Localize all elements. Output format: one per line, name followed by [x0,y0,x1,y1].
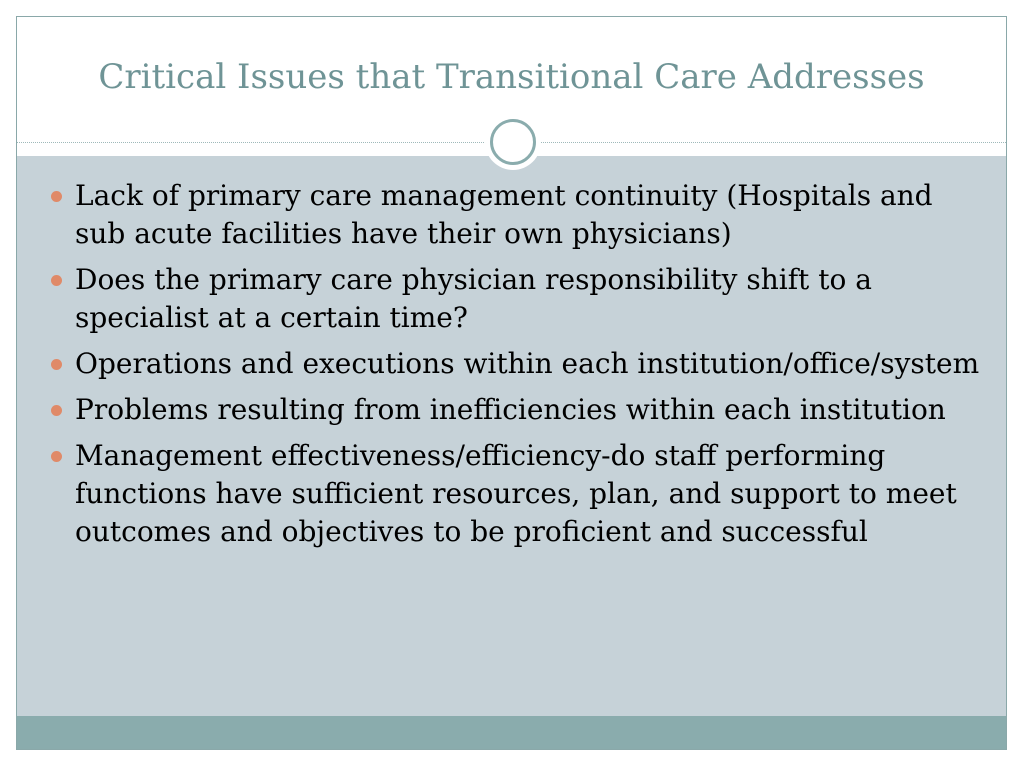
list-item [51,391,981,429]
circle-ornament-icon [485,114,541,170]
list-item [51,261,981,337]
ornament-ring [490,119,536,165]
bullet-text: Management effectiveness/efficiency-do staff performing functions have sufficient resources, plan, and support to meet outcomes and objectives to be proficient and successful [75,439,957,548]
bullet-list [51,177,981,559]
list-item [51,437,981,551]
bullet-text: Problems resulting from inefficiencies within each institution [75,393,946,426]
bullet-dot-icon [51,359,62,370]
bullet-text: Lack of primary care management continuity (Hospitals and sub acute facilities have their own physicians) [75,179,933,250]
list-item [51,345,981,383]
footer-band [17,716,1006,750]
bullet-text: Operations and executions within each institution/office/system [75,347,980,380]
bullet-dot-icon [51,191,62,202]
bullet-text: Does the primary care physician responsibility shift to a specialist at a certain time? [75,263,872,334]
bullet-dot-icon [51,451,62,462]
bullet-dot-icon [51,275,62,286]
list-item [51,177,981,253]
slide-title: Critical Issues that Transitional Care Addresses [98,57,925,97]
slide [16,16,1007,750]
bullet-dot-icon [51,405,62,416]
